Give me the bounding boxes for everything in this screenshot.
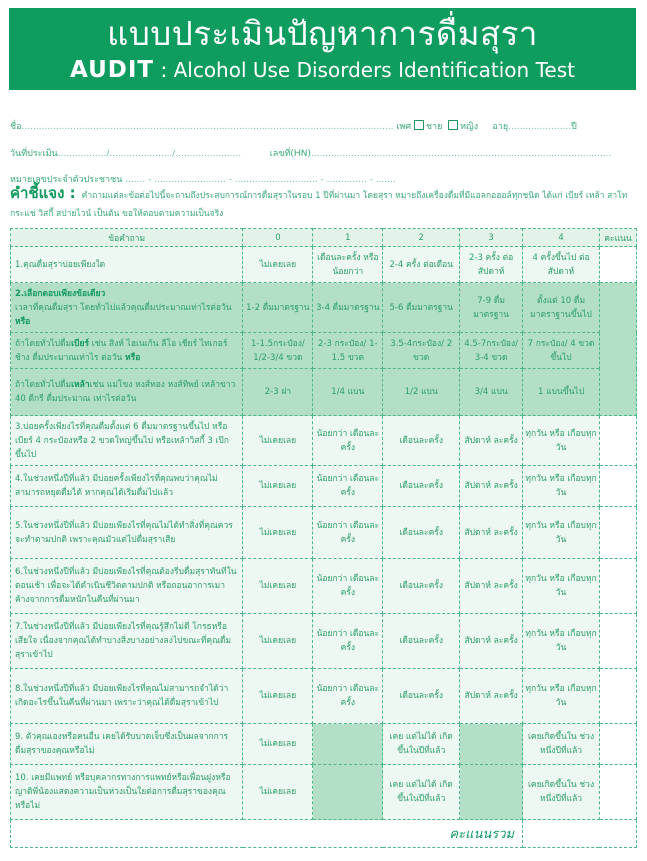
option-2[interactable]: 1/2 แบน [383, 369, 460, 416]
option-0[interactable]: ไม่เคยเลย [243, 669, 313, 724]
option-0[interactable]: ไม่เคยเลย [243, 614, 313, 669]
male-label: ชาย [425, 122, 443, 132]
score-cell[interactable] [599, 416, 636, 466]
option-2[interactable]: เดือนละครั้ง [383, 614, 460, 669]
option-4[interactable]: เคยเกิดขึ้นใน ช่วงหนึ่งปีที่แล้ว [523, 724, 600, 765]
female-checkbox[interactable] [448, 120, 458, 130]
option-1[interactable]: น้อยกว่า เดือนละครั้ง [313, 507, 383, 559]
option-1[interactable]: 2-3 กระป๋อง/ 1-1.5 ขวด [313, 333, 383, 369]
score-cell[interactable] [599, 614, 636, 669]
score-cell[interactable] [599, 466, 636, 507]
option-3[interactable]: 7-9 ดื่มมาตรฐาน [460, 283, 523, 333]
option-4[interactable]: ทุกวัน หรือ เกือบทุกวัน [523, 614, 600, 669]
header-2: 2 [383, 229, 460, 247]
or-label: หรือ [125, 352, 141, 363]
option-3[interactable]: สัปดาห์ ละครั้ง [460, 614, 523, 669]
male-checkbox[interactable] [414, 120, 424, 130]
option-4[interactable]: ทุกวัน หรือ เกือบทุกวัน [523, 466, 600, 507]
table-row-q4 [11, 466, 637, 507]
hn-label: เลขที่(HN) [269, 149, 311, 159]
age-label: อายุ [492, 122, 509, 132]
question-2-text: เวลาที่คุณดื่มสุรา โดยทั่วไปแล้วคุณดื่มประมาณเท่าไรต่อวัน [15, 302, 232, 313]
english-title-rest: : Alcohol Use Disorders Identification Test [160, 58, 575, 82]
option-2[interactable]: เคย แต่ไม่ได้ เกิดขึ้นในปีที่แล้ว [383, 724, 460, 765]
id-label: หมายเลขประจำตัวประชาชน [10, 175, 123, 185]
option-3[interactable]: 4.5-7กระป๋อง/ 3-4 ขวด [460, 333, 523, 369]
header-4: 4 [523, 229, 600, 247]
option-2[interactable]: เดือนละครั้ง [383, 466, 460, 507]
disabled-cell [460, 724, 523, 765]
question-1: 1.คุณดื่มสุราบ่อยเพียงใด [11, 247, 243, 283]
option-4[interactable]: 4 ครั้งขึ้นไป ต่อสัปดาห์ [523, 247, 600, 283]
hn-input[interactable]: ......................................................................................................... [310, 149, 612, 159]
table-row-q1 [11, 247, 637, 283]
score-cell[interactable] [599, 765, 636, 820]
question-10: 10. เคยมีแพทย์ หรือบุคลากรทางการแพทย์หรือเพื่อนฝูงหรือญาติพี่น้องแสดงความเป็นห่วงเป็นใยต่อการดื่มสุราของคุณหรือไม่ [11, 765, 243, 820]
option-0[interactable]: 2-3 ฝา [243, 369, 313, 416]
option-2[interactable]: เดือนละครั้ง [383, 669, 460, 724]
option-1[interactable]: 3-4 ดื่มมาตรฐาน [313, 283, 383, 333]
header-score: คะแนน [599, 229, 636, 247]
beer-post: เช่น สิงห์ ไฮเนเก้น ลีโอ เชียร์ ไทเกอร์ ช้าง ดื่มประมาณเท่าไร ต่อวัน [15, 338, 228, 363]
header-3: 3 [460, 229, 523, 247]
thai-title: แบบประเมินปัญหาการดื่มสุรา [107, 14, 538, 53]
option-3[interactable]: สัปดาห์ ละครั้ง [460, 559, 523, 614]
table-row-q7 [11, 614, 637, 669]
table-row-q2 [11, 283, 637, 333]
or-label: หรือ [15, 316, 31, 327]
score-cell[interactable] [599, 669, 636, 724]
liquor-post: เช่น แม่โขง หงส์ทอง หงส์ทิพย์ เหล้าขาว 40 ดีกรี ดื่มประมาณ เท่าไรต่อวัน [15, 380, 236, 404]
table-row-q2-liquor [11, 369, 637, 416]
option-2[interactable]: เดือนละครั้ง [383, 559, 460, 614]
option-2[interactable]: 5-6 ดื่มมาตรฐาน [383, 283, 460, 333]
question-9: 9. ตัวคุณเองหรือคนอื่น เคยได้รับบาดเจ็บซึ่งเป็นผลจากการดื่มสุราของคุณหรือไม่ [11, 724, 243, 765]
question-7: 7.ในช่วงหนึ่งปีที่แล้ว มีบ่อยเพียงไรที่คุณรู้สึกไม่ดี โกรธหรือเสียใจ เนื่องจากคุณได้ทำบางสิ่งบางอย่างลงไปขณะที่คุณดื่มสุราเข้าไป [11, 614, 243, 669]
option-0[interactable]: 1-2 ดื่มมาตรฐาน [243, 283, 313, 333]
score-cell[interactable] [599, 559, 636, 614]
date-row [10, 146, 636, 160]
beer-pre: ถ้าโดยทั่วไปดื่ม [15, 338, 72, 349]
sex-label: เพศ [396, 122, 412, 132]
option-4[interactable]: ทุกวัน หรือ เกือบทุกวัน [523, 669, 600, 724]
option-2[interactable]: 2-4 ครั้ง ต่อเดือน [383, 247, 460, 283]
instructions-text: คำถามแต่ละข้อต่อไปนี้จะถามถึงประสบการณ์การดื่มสุราในรอบ 1 ปีที่ผ่านมา โดยสุรา หมายถึงเครื่องดื่มที่มีแอลกอฮอล์ทุกชนิด ได้แก่ เบียร์ เหล้า สาโท กระแช่ วิสกี้ สปายไวน์ เป็นต้น ขอให้ตอบตามความเป็นจริง [10, 191, 628, 219]
option-0[interactable]: ไม่เคยเลย [243, 765, 313, 820]
header-1: 1 [313, 229, 383, 247]
option-4[interactable]: 7 กระป๋อง/ 4 ขวดขึ้นไป [523, 333, 600, 369]
table-row-q3 [11, 416, 637, 466]
score-cell[interactable] [599, 247, 636, 283]
option-0[interactable]: ไม่เคยเลย [243, 507, 313, 559]
question-8: 8.ในช่วงหนึ่งปีที่แล้ว มีบ่อยเพียงไรที่คุณไม่สามารถจำได้ว่าเกิดอะไรขึ้นในคืนที่ผ่านมา เพราะว่าคุณได้ดื่มสุราเข้าไป [11, 669, 243, 724]
option-4[interactable]: ทุกวัน หรือ เกือบทุกวัน [523, 416, 600, 466]
option-1[interactable]: น้อยกว่า เดือนละครั้ง [313, 559, 383, 614]
option-2[interactable]: เดือนละครั้ง [383, 507, 460, 559]
score-cell[interactable] [599, 507, 636, 559]
disabled-cell [313, 765, 383, 820]
female-label: หญิง [460, 122, 479, 132]
option-4[interactable]: 1 แบนขึ้นไป [523, 369, 600, 416]
score-cell[interactable] [599, 283, 636, 416]
audit-table [10, 228, 637, 848]
disabled-cell [460, 765, 523, 820]
question-6: 6.ในช่วงหนึ่งปีที่แล้ว มีบ่อยเพียงไรที่คุณต้องรีบดื่มสุราทันทีในตอนเช้า เพื่อจะได้ดำเนินชีวิตตามปกติ หรือถอนอาการเมาค้างจากการดื่มหนักในคืนที่ผ่านมา [11, 559, 243, 614]
option-3[interactable]: 2-3 ครั้ง ต่อสัปดาห์ [460, 247, 523, 283]
option-4[interactable]: ทุกวัน หรือ เกือบทุกวัน [523, 559, 600, 614]
total-label: คะแนนรวม [11, 820, 523, 848]
option-3[interactable]: สัปดาห์ ละครั้ง [460, 669, 523, 724]
audit-acronym: AUDIT [70, 57, 155, 83]
question-2 [11, 283, 243, 333]
title-banner [9, 8, 636, 90]
age-unit: ปี [571, 122, 577, 132]
option-1[interactable]: น้อยกว่า เดือนละครั้ง [313, 466, 383, 507]
option-1[interactable]: 1/4 แบน [313, 369, 383, 416]
date-label: วันที่ประเมิน [10, 149, 58, 159]
liquor-pre: ถ้าโดยทั่วไปดื่ม [15, 380, 72, 390]
question-3: 3.บ่อยครั้งเพียงไรที่คุณดื่มตั้งแต่ 6 ดื่มมาตรฐานขึ้นไป หรือเบียร์ 4 กระป๋องหรือ 2 ขวดใหญ่ขึ้นไป หรือเหล้าวิสกี้ 3 เป๊กขึ้นไป [11, 416, 243, 466]
liquor-word: เหล้า [71, 380, 90, 390]
option-0[interactable]: 1-1.5กระป๋อง/ 1/2-3/4 ขวด [243, 333, 313, 369]
option-4[interactable]: ทุกวัน หรือ เกือบทุกวัน [523, 507, 600, 559]
table-row-q2-beer [11, 333, 637, 369]
header-0: 0 [243, 229, 313, 247]
beer-word: เบียร์ [71, 338, 90, 349]
option-3[interactable]: สัปดาห์ ละครั้ง [460, 507, 523, 559]
question-2-title: 2.เลือกตอบเพียงข้อเดียว [15, 288, 106, 299]
option-3[interactable]: สัปดาห์ ละครั้ง [460, 466, 523, 507]
table-row-q6 [11, 559, 637, 614]
id-input[interactable]: ....... - ......................... - ............................. - .............. - ....... [125, 175, 396, 185]
option-0[interactable]: ไม่เคยเลย [243, 247, 313, 283]
total-row [11, 820, 637, 848]
option-2[interactable]: เคย แต่ไม่ได้ เกิดขึ้นในปีที่แล้ว [383, 765, 460, 820]
question-4: 4.ในช่วงหนึ่งปีที่แล้ว มีบ่อยครั้งเพียงไรที่คุณพบว่าคุณไม่สามารถหยุดดื่มได้ หากคุณได้เริ่มดื่มไปแล้ว [11, 466, 243, 507]
option-1[interactable]: น้อยกว่า เดือนละครั้ง [313, 416, 383, 466]
option-3[interactable]: 3/4 แบน [460, 369, 523, 416]
age-input[interactable]: ...................... [508, 122, 572, 132]
option-1[interactable]: น้อยกว่า เดือนละครั้ง [313, 614, 383, 669]
name-label: ชื่อ [10, 122, 22, 132]
option-0[interactable]: ไม่เคยเลย [243, 559, 313, 614]
option-1[interactable]: น้อยกว่า เดือนละครั้ง [313, 669, 383, 724]
name-row [10, 119, 636, 133]
header-question: ข้อคำถาม [11, 229, 243, 247]
option-3[interactable]: สัปดาห์ ละครั้ง [460, 416, 523, 466]
score-cell[interactable] [599, 724, 636, 765]
option-4[interactable]: ตั้งแต่ 10 ดื่ม มาตราฐานขึ้นไป [523, 283, 600, 333]
table-row-q8 [11, 669, 637, 724]
option-4[interactable]: เคยเกิดขึ้นใน ช่วงหนึ่งปีที่แล้ว [523, 765, 600, 820]
table-row-q9 [11, 724, 637, 765]
total-score-cell[interactable] [523, 820, 637, 848]
name-input[interactable]: .................................................................................................................................. [21, 122, 394, 132]
option-1[interactable]: เดือนละครั้ง หรือน้อยกว่า [313, 247, 383, 283]
disabled-cell [313, 724, 383, 765]
question-5: 5.ในช่วงหนึ่งปีที่แล้ว มีบ่อยเพียงไรที่คุณไม่ได้ทำสิ่งที่คุณควรจะทำตามปกติ เพราะคุณมัวแต่ไปดื่มสุราเสีย [11, 507, 243, 559]
instructions-label: คำชี้แจง : [10, 184, 76, 202]
question-2-liquor [11, 369, 243, 416]
table-row-q10 [11, 765, 637, 820]
english-title [9, 56, 636, 84]
question-2-beer [11, 333, 243, 369]
date-input[interactable]: ................./....................../....................... [57, 149, 242, 159]
option-0[interactable]: ไม่เคยเลย [243, 416, 313, 466]
table-header [11, 229, 637, 247]
option-0[interactable]: ไม่เคยเลย [243, 466, 313, 507]
option-2[interactable]: เดือนละครั้ง [383, 416, 460, 466]
table-row-q5 [11, 507, 637, 559]
instructions [10, 184, 636, 223]
option-0[interactable]: ไม่เคยเลย [243, 724, 313, 765]
option-2[interactable]: 3.5-4กระป๋อง/ 2 ขวด [383, 333, 460, 369]
